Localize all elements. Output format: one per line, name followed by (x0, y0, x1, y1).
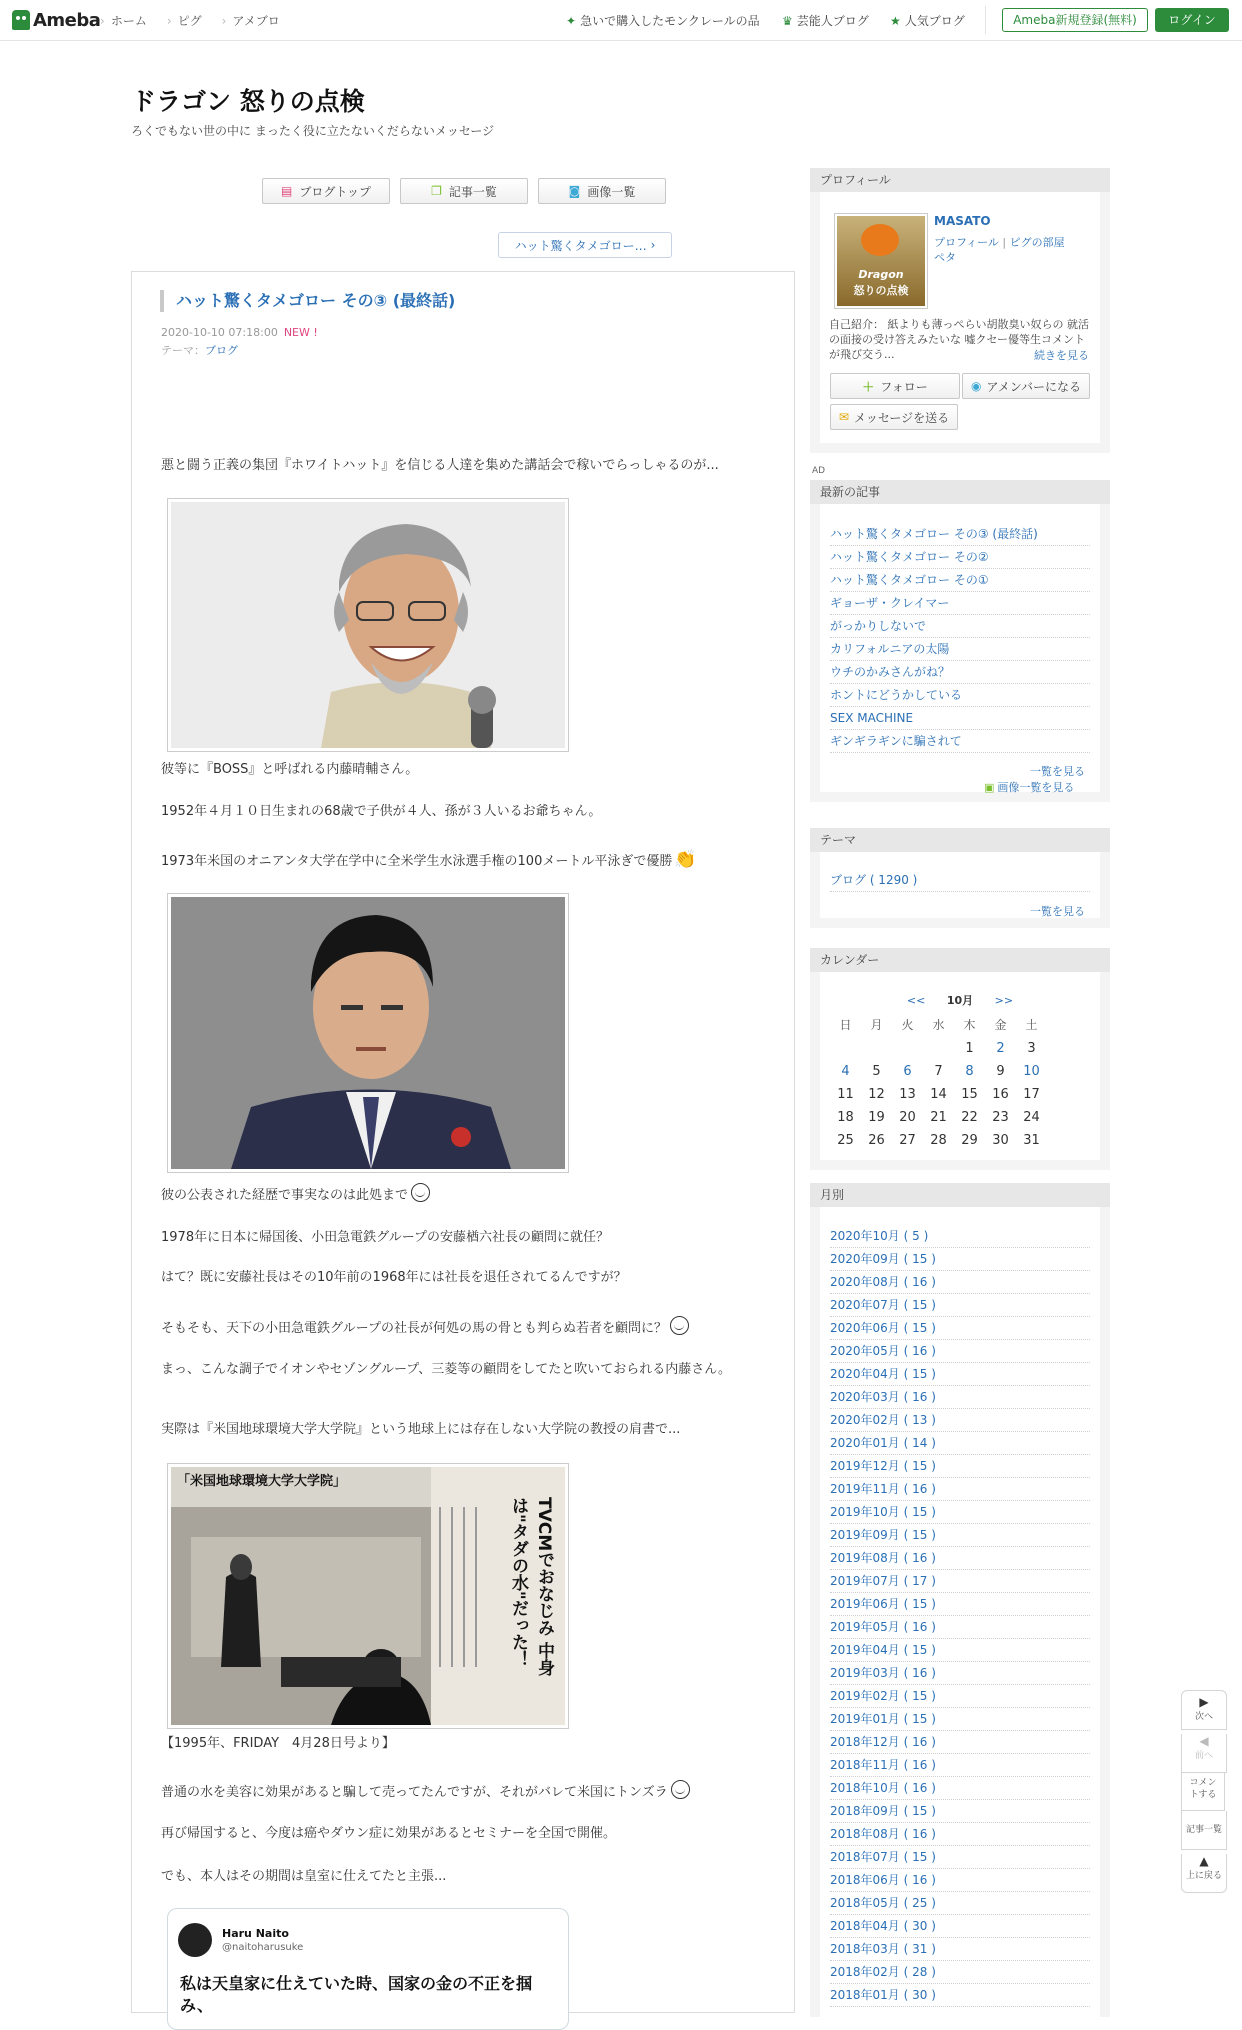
photo-smiling-man (171, 502, 565, 748)
recent-post-link[interactable]: カリフォルニアの太陽 (830, 638, 1090, 661)
calendar-day: 9 (996, 1064, 1005, 1079)
article-paragraph: 1978年に日本に帰国後、小田急電鉄グループの安藤楢六社長の顧問に就任？ (161, 1230, 610, 1245)
calendar-day: 27 (899, 1133, 916, 1148)
monthly-archive-link[interactable]: 2019年03月 ( 16 ) (830, 1662, 1090, 1685)
recent-post-link[interactable]: SEX MACHINE (830, 707, 1090, 730)
next-article-link[interactable] (498, 232, 672, 258)
calendar-day: 23 (992, 1110, 1009, 1125)
amember-icon: ◉ (971, 379, 982, 393)
recent-see-all-wrap (1030, 763, 1085, 779)
themes-header: テーマ (810, 828, 1110, 852)
nav-ameblo-label: アメブロ (232, 14, 280, 28)
paragraph-text: そもそも、天下の小田急電鉄グループの社長が何処の馬の骨とも判らぬ若者を顧問に？ (161, 1321, 667, 1336)
calendar-day: 12 (868, 1087, 885, 1102)
read-more-wrap (1034, 347, 1089, 363)
calendar-next-link[interactable]: >> (994, 994, 1014, 1007)
photo-illustration (171, 897, 565, 1169)
calendar-grid (830, 1014, 1090, 1152)
recent-see-all-link[interactable]: 一覧を見る (1030, 765, 1085, 778)
calendar-weekday: 土 (1025, 1018, 1038, 1032)
paragraph-text: 彼の公表された経歴で事実なのは此処まで (161, 1188, 409, 1203)
back-to-top-button[interactable] (1181, 1854, 1227, 1893)
calendar-weekday: 水 (932, 1018, 945, 1032)
promo-popular-blog[interactable] (890, 12, 965, 29)
image-list-wrap (984, 779, 1074, 795)
list-icon: ❐ (431, 184, 442, 198)
monthly-archive-link[interactable]: 2018年10月 ( 16 ) (830, 1777, 1090, 1800)
calendar-weekday: 木 (963, 1018, 976, 1032)
calendar-week-row (830, 1083, 1090, 1106)
recent-post-link[interactable]: がっかりしないで (830, 615, 1090, 638)
monthly-archive-link[interactable]: 2020年04月 ( 15 ) (830, 1363, 1090, 1386)
calendar-day: 1 (965, 1041, 974, 1056)
calendar-day (892, 1037, 923, 1060)
calendar-day: 22 (961, 1110, 978, 1125)
arrow-up-icon: ▲ (1199, 1854, 1209, 1868)
article-paragraph: でも、本人はその期間は皇室に仕えてたと主張... (161, 1869, 447, 1884)
article-title[interactable]: ハット驚くタメゴロー その③ (最終話) (160, 290, 455, 312)
article-paragraph: 彼等に『BOSS』と呼ばれる内藤晴輔さん。 (161, 762, 419, 777)
camera-icon: ◙ (568, 184, 581, 198)
promo-label: 芸能人ブログ (796, 14, 869, 28)
calendar-day (923, 1037, 954, 1060)
article-list-label: 記事一覧 (1185, 1825, 1222, 1835)
monthly-archive-link[interactable]: 2018年05月 ( 25 ) (830, 1892, 1090, 1915)
article-paragraph: まっ、こんな調子でイオンやセゾングループ、三菱等の顧問をしてたと吹いておられる内藤さん。 (161, 1362, 732, 1377)
tab-label: ブログトップ (299, 184, 371, 199)
article-paragraph (161, 1780, 761, 1802)
calendar-weekday: 日 (839, 1018, 852, 1032)
calendar-day-link[interactable]: 6 (903, 1064, 912, 1079)
article-date (161, 326, 318, 339)
monthly-archive-link[interactable]: 2019年04月 ( 15 ) (830, 1639, 1090, 1662)
calendar-day: 20 (899, 1110, 916, 1125)
image-list-link[interactable]: 画像一覧を見る (997, 781, 1075, 794)
calendar-day: 17 (1023, 1087, 1040, 1102)
laughing-emoji-icon (670, 1316, 689, 1335)
tab-article-list[interactable] (400, 178, 528, 204)
calendar-day: 29 (961, 1133, 978, 1148)
global-header (0, 0, 1242, 41)
profile-image-art (837, 216, 925, 306)
monthly-archive-link[interactable]: 2019年12月 ( 15 ) (830, 1455, 1090, 1478)
laughing-emoji-icon (411, 1183, 430, 1202)
article-paragraph: 【1995年、FRIDAY 4月28日号より】 (161, 1736, 395, 1751)
calendar-day-link[interactable]: 8 (965, 1064, 974, 1079)
sparkle-icon: ✦ (566, 13, 577, 28)
calendar-day-link[interactable]: 10 (1023, 1064, 1040, 1079)
paragraph-text: 1973年米国のオニアンタ大学在学中に全米学生水泳選手権の100メートル平泳ぎで優勝 (161, 854, 673, 869)
embedded-tweet[interactable] (167, 1908, 569, 2030)
date-text: 2020-10-10 07:18:00 (161, 326, 278, 339)
calendar-day: 18 (837, 1110, 854, 1125)
monthly-archive-link[interactable]: 2019年11月 ( 16 ) (830, 1478, 1090, 1501)
photo-man-in-suit (171, 897, 565, 1169)
global-nav (100, 12, 280, 29)
profile-header: プロフィール (810, 168, 1110, 192)
pigg-room-link[interactable]: ピグの部屋 (1009, 236, 1065, 249)
amember-label: アメンバーになる (986, 379, 1081, 394)
monthly-archive-link[interactable]: 2018年07月 ( 15 ) (830, 1846, 1090, 1869)
next-label: 次へ (1194, 1712, 1213, 1722)
prev-label: 前へ (1194, 1751, 1213, 1761)
themes-list (830, 869, 1090, 892)
calendar-header: カレンダー (810, 948, 1110, 972)
monthly-archive-link[interactable]: 2020年02月 ( 13 ) (830, 1409, 1090, 1432)
article-paragraph: はて？既に安藤社長はその10年前の1968年には社長を退任されてるんですが？ (161, 1270, 627, 1285)
photo-illustration (171, 502, 565, 748)
logo-text: Ameba (33, 9, 101, 31)
promo-label: 人気ブログ (904, 14, 965, 28)
monthly-archive-link[interactable]: 2018年08月 ( 16 ) (830, 1823, 1090, 1846)
monthly-archive-link[interactable]: 2020年06月 ( 15 ) (830, 1317, 1090, 1340)
arrow-left-icon: ◀ (1199, 1734, 1209, 1748)
crown-icon: ♛ (782, 13, 793, 28)
monthly-archive-link[interactable]: 2020年10月 ( 5 ) (830, 1225, 1090, 1248)
profile-image-text: 怒りの点検 (853, 284, 909, 297)
calendar-day: 13 (899, 1087, 916, 1102)
article-photo-1[interactable] (167, 498, 569, 752)
recent-posts-list (830, 523, 1090, 753)
promo-celebrity-blog[interactable] (782, 12, 869, 29)
clap-emoji-icon: 👏 (674, 849, 697, 870)
blog-description: ろくでもない世の中に まったく役に立たないくだらないメッセージ (131, 124, 495, 138)
recent-header: 最新の記事 (810, 480, 1110, 504)
profile-link[interactable]: プロフィール (934, 236, 999, 249)
recent-post-link[interactable]: ハット驚くタメゴロー その① (830, 569, 1090, 592)
calendar-weekday: 金 (994, 1018, 1007, 1032)
comment-button[interactable] (1181, 1773, 1225, 1811)
tab-label: 記事一覧 (448, 184, 497, 199)
recent-post-link[interactable]: ホントにどうかしている (830, 684, 1090, 707)
article-paragraph (161, 850, 761, 871)
plus-icon: ＋ (862, 379, 875, 394)
calendar-day: 19 (868, 1110, 885, 1125)
calendar-nav (830, 992, 1090, 1008)
monthly-archive-link[interactable]: 2020年07月 ( 15 ) (830, 1294, 1090, 1317)
monthly-archive-link[interactable]: 2018年09月 ( 15 ) (830, 1800, 1090, 1823)
next-button[interactable] (1181, 1690, 1227, 1730)
pumpkin-icon (861, 224, 899, 256)
peta-link[interactable]: ペタ (934, 251, 956, 264)
calendar-week-row (830, 1037, 1090, 1060)
recent-post-link[interactable]: ハット驚くタメゴロー その③ (最終話) (830, 523, 1090, 546)
article-photo-2[interactable] (167, 893, 569, 1173)
promo-label: 急いで購入したモンクレールの品 (580, 14, 760, 28)
monthly-archive-link[interactable]: 2018年04月 ( 30 ) (830, 1915, 1090, 1938)
monthly-archive-link[interactable]: 2018年12月 ( 16 ) (830, 1731, 1090, 1754)
profile-name[interactable]: MASATO (934, 214, 991, 228)
nav-home[interactable] (100, 12, 147, 29)
article-theme (161, 342, 238, 358)
tweet-avatar (178, 1923, 212, 1957)
article-list-button[interactable] (1181, 1811, 1227, 1850)
calendar-day: 30 (992, 1133, 1009, 1148)
nav-pigg[interactable] (167, 12, 202, 29)
nav-pigg-label: ピグ (177, 14, 202, 28)
header-divider (985, 6, 986, 34)
monthly-archive-link[interactable]: 2019年02月 ( 15 ) (830, 1685, 1090, 1708)
calendar-day: 15 (961, 1087, 978, 1102)
ameba-logo[interactable] (12, 9, 100, 31)
monthly-archive-link[interactable]: 2018年03月 ( 31 ) (830, 1938, 1090, 1961)
monthly-archive-link[interactable]: 2020年01月 ( 14 ) (830, 1432, 1090, 1455)
peta-link-wrap (934, 249, 956, 265)
recent-post-link[interactable]: ウチのかみさんがね？ (830, 661, 1090, 684)
follow-button[interactable] (830, 373, 960, 399)
monthly-archive-link[interactable]: 2019年05月 ( 16 ) (830, 1616, 1090, 1639)
monthly-archive-link[interactable]: 2019年10月 ( 15 ) (830, 1501, 1090, 1524)
prev-button[interactable] (1181, 1734, 1227, 1773)
image-list-icon: ▣ (984, 781, 995, 794)
nav-ameblo[interactable] (222, 12, 280, 29)
theme-link[interactable]: ブログ (205, 344, 238, 357)
themes-see-all-link[interactable]: 一覧を見る (1030, 905, 1085, 918)
login-button[interactable]: ログイン (1155, 8, 1229, 32)
monthly-archive-link[interactable]: 2019年09月 ( 15 ) (830, 1524, 1090, 1547)
top-label: 上に戻る (1185, 1871, 1222, 1881)
calendar-day: 21 (930, 1110, 947, 1125)
calendar-weekday: 火 (901, 1018, 914, 1032)
article-photo-magazine[interactable] (167, 1463, 569, 1729)
monthly-list (830, 1225, 1090, 2007)
register-button[interactable]: Ameba新規登録(無料) (1002, 8, 1148, 32)
profile-image-text: Dragon (858, 268, 904, 281)
blog-title[interactable]: ドラゴン 怒りの点検 (131, 87, 365, 116)
comment-label: コメントする (1189, 1778, 1217, 1800)
chevron-right-icon: › (650, 238, 656, 252)
monthly-archive-link[interactable]: 2020年05月 ( 16 ) (830, 1340, 1090, 1363)
monthly-archive-link[interactable]: 2018年01月 ( 30 ) (830, 1984, 1090, 2007)
magazine-caption: 「米国地球環境大学大学院」 (177, 1474, 347, 1489)
message-label: メッセージを送る (853, 410, 950, 425)
monthly-archive-link[interactable]: 2019年08月 ( 16 ) (830, 1547, 1090, 1570)
monthly-archive-link[interactable]: 2019年07月 ( 17 ) (830, 1570, 1090, 1593)
new-badge: NEW ! (283, 326, 318, 339)
monthly-archive-link[interactable]: 2020年08月 ( 16 ) (830, 1271, 1090, 1294)
calendar-day (861, 1037, 892, 1060)
read-more-link[interactable]: 続きを見る (1034, 349, 1089, 362)
monthly-archive-link[interactable]: 2020年09月 ( 15 ) (830, 1248, 1090, 1271)
tweet-author-handle: @naitoharusuke (222, 1942, 304, 1953)
chevron-right-icon: › (221, 14, 227, 28)
theme-link[interactable]: ブログ ( 1290 ) (830, 869, 1090, 892)
article-paragraph (161, 1183, 761, 1205)
calendar-week-row (830, 1129, 1090, 1152)
calendar-week-row (830, 1106, 1090, 1129)
calendar-day: 14 (930, 1087, 947, 1102)
article-paragraph: 実際は『米国地球環境大学大学院』という地球上には存在しない大学院の教授の肩書で... (161, 1422, 681, 1437)
follow-label: フォロー (880, 379, 928, 394)
article-paragraph: 1952年４月１０日生まれの68歳で子供が４人、孫が３人いるお爺ちゃん。 (161, 804, 602, 819)
article-paragraph (161, 1316, 761, 1338)
calendar-prev-link[interactable]: << (906, 994, 926, 1007)
floating-nav (1181, 1690, 1225, 1893)
recent-post-link[interactable]: ハット驚くタメゴロー その② (830, 546, 1090, 569)
arrow-right-icon: ▶ (1199, 1695, 1209, 1709)
amember-button[interactable] (962, 373, 1090, 399)
tab-image-list[interactable] (538, 178, 666, 204)
document-icon: ▤ (281, 184, 293, 198)
profile-links: プロフィール | ピグの部屋 (934, 236, 1065, 249)
star-icon: ★ (890, 13, 901, 28)
recent-post-link[interactable]: ギンギラギンに騙されて (830, 730, 1090, 753)
themes-see-all-wrap (1030, 903, 1085, 919)
calendar-day: 16 (992, 1087, 1009, 1102)
tab-blog-top[interactable] (262, 178, 390, 204)
calendar-day: 5 (872, 1064, 881, 1079)
calendar-day-link[interactable]: 4 (841, 1064, 850, 1079)
article-paragraph: 悪と闘う正義の集団『ホワイトハット』を信じる人達を集めた講話会で稼いでらっしゃるのが... (161, 458, 719, 473)
monthly-archive-link[interactable]: 2019年06月 ( 15 ) (830, 1593, 1090, 1616)
promo-link-1[interactable] (566, 12, 760, 29)
paragraph-text: 普通の水を美容に効果があると騙して売ってたんですが、それがバレて米国にトンズラ (161, 1785, 668, 1800)
monthly-archive-link[interactable]: 2018年06月 ( 16 ) (830, 1869, 1090, 1892)
tweet-author-name: Haru Naito (222, 1927, 289, 1940)
monthly-archive-link[interactable]: 2018年11月 ( 16 ) (830, 1754, 1090, 1777)
calendar-day: 26 (868, 1133, 885, 1148)
calendar-day: 28 (930, 1133, 947, 1148)
theme-label: テーマ： (161, 344, 205, 357)
calendar-day: 24 (1023, 1110, 1040, 1125)
calendar-day-link[interactable]: 2 (996, 1041, 1005, 1056)
calendar-month: 10月 (946, 994, 974, 1007)
monthly-header: 月別 (810, 1183, 1110, 1207)
tab-label: 画像一覧 (587, 184, 636, 199)
laughing-emoji-icon (671, 1780, 690, 1799)
calendar-weekday-row (830, 1014, 1090, 1037)
calendar-day: 7 (934, 1064, 943, 1079)
magazine-headline: TVCMでおなじみ 中身は"タダの水"だった！ (508, 1497, 554, 1677)
tweet-text: 私は天皇家に仕えていた時、国家の金の不正を掴み、 (180, 1974, 533, 2015)
send-message-button[interactable] (830, 404, 958, 430)
monthly-archive-link[interactable]: 2020年03月 ( 16 ) (830, 1386, 1090, 1409)
calendar-day (830, 1037, 861, 1060)
chevron-right-icon: › (166, 14, 172, 28)
calendar-week-row (830, 1060, 1090, 1083)
calendar-day: 25 (837, 1133, 854, 1148)
calendar-day: 11 (837, 1087, 854, 1102)
monthly-archive-link[interactable]: 2019年01月 ( 15 ) (830, 1708, 1090, 1731)
ameba-logo-icon (12, 10, 30, 30)
ad-label: AD (812, 466, 826, 476)
next-article-label: ハット驚くタメゴロー… (514, 238, 647, 253)
magazine-clipping (171, 1467, 565, 1725)
monthly-archive-link[interactable]: 2018年02月 ( 28 ) (830, 1961, 1090, 1984)
profile-image[interactable] (834, 213, 928, 309)
profile-intro: 自己紹介： 紙よりも薄っぺらい胡散臭い奴らの 就活の面接の受け答えみたいな 嘘クセー優等生コメントが飛び交う... (829, 318, 1089, 361)
recent-post-link[interactable]: ギョーザ・クレイマー (830, 592, 1090, 615)
calendar-day: 3 (1027, 1041, 1036, 1056)
article-paragraph: 再び帰国すると、今度は癌やダウン症に効果があるとセミナーを全国で開催。 (161, 1826, 617, 1841)
chevron-right-icon: › (100, 14, 105, 28)
calendar-day: 31 (1023, 1133, 1040, 1148)
calendar-weekday: 月 (870, 1018, 883, 1032)
nav-home-label: ホーム (110, 14, 147, 28)
envelope-icon: ✉ (838, 410, 849, 424)
